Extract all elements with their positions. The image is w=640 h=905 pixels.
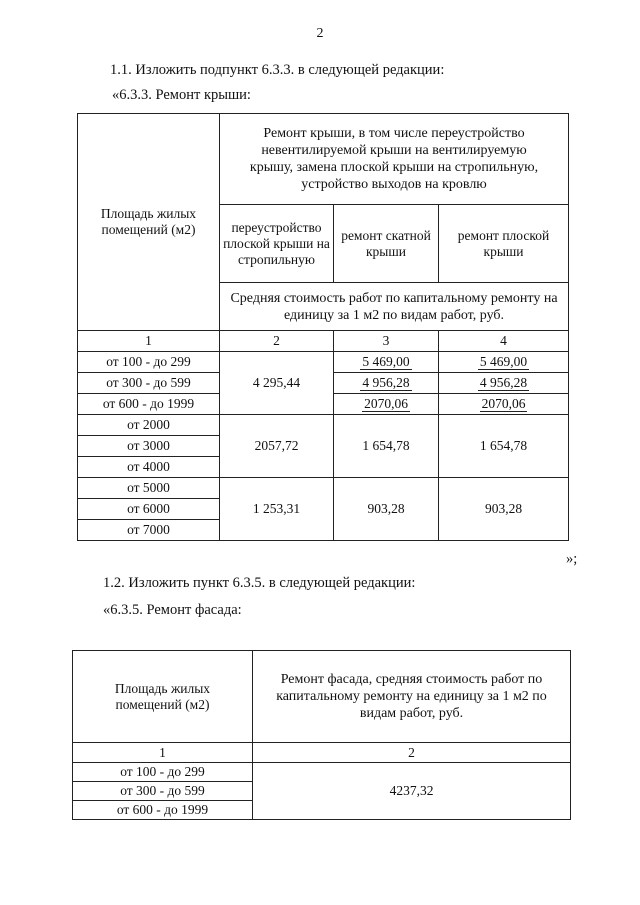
col-header: ремонт плоской крыши <box>439 205 569 283</box>
area-cell: от 600 - до 1999 <box>78 394 220 415</box>
area-cell: от 6000 <box>78 499 220 520</box>
price-cell: 4237,32 <box>253 763 571 820</box>
page-number: 2 <box>316 26 324 41</box>
price-cell: 4 956,28 <box>362 375 410 390</box>
roof-repair-table <box>77 113 569 541</box>
area-cell: от 7000 <box>78 520 220 541</box>
area-cell: от 2000 <box>78 415 220 436</box>
col-number: 1 <box>78 331 220 352</box>
price-cell: 1 654,78 <box>439 415 569 478</box>
price-cell: 5 469,00 <box>362 354 410 369</box>
price-cell: 2057,72 <box>220 415 334 478</box>
work-header: Ремонт крыши, в том числе переустройство невентилируемой крыши на вентилируемую крышу, замена плоской крыши на стропильную, устройство выходов на кровлю <box>220 114 569 205</box>
area-cell: от 3000 <box>78 436 220 457</box>
col-number: 2 <box>253 743 571 763</box>
col-number: 3 <box>334 331 439 352</box>
price-cell: 5 469,00 <box>479 354 528 369</box>
col-number: 1 <box>73 743 253 763</box>
area-header: Площадь жилых помещений (м2) <box>78 114 220 331</box>
area-header: Площадь жилых помещений (м2) <box>73 651 253 743</box>
col-number: 4 <box>439 331 569 352</box>
area-cell: от 300 - до 599 <box>73 782 253 801</box>
col-number: 2 <box>220 331 334 352</box>
section2-heading: 1.2. Изложить пункт 6.3.5. в следующей редакции: <box>103 575 416 591</box>
price-cell: 4 295,44 <box>220 352 334 415</box>
price-cell: 1 654,78 <box>334 415 439 478</box>
price-cell: 903,28 <box>334 478 439 541</box>
area-cell: от 600 - до 1999 <box>73 801 253 820</box>
price-cell: 2070,06 <box>481 396 526 411</box>
cost-header: Ремонт фасада, средняя стоимость работ по капитальному ремонту на единицу за 1 м2 по видам работ, руб. <box>253 651 571 743</box>
area-cell: от 300 - до 599 <box>78 373 220 394</box>
price-cell: 4 956,28 <box>479 375 528 390</box>
area-cell: от 100 - до 299 <box>73 763 253 782</box>
area-cell: от 100 - до 299 <box>78 352 220 373</box>
cost-header: Средняя стоимость работ по капитальному ремонту на единицу за 1 м2 по видам работ, руб. <box>220 283 569 331</box>
price-cell: 903,28 <box>439 478 569 541</box>
section2-subheading: «6.3.5. Ремонт фасада: <box>103 602 242 618</box>
area-cell: от 5000 <box>78 478 220 499</box>
section1-heading: 1.1. Изложить подпункт 6.3.3. в следующей редакции: <box>110 62 445 78</box>
area-cell: от 4000 <box>78 457 220 478</box>
price-cell: 2070,06 <box>364 396 408 411</box>
price-cell: 1 253,31 <box>220 478 334 541</box>
col-header: ремонт скатной крыши <box>334 205 439 283</box>
col-header: переустройство плоской крыши на стропильную <box>220 205 334 283</box>
closing-quote: »; <box>566 551 578 567</box>
section1-subheading: «6.3.3. Ремонт крыши: <box>112 87 251 103</box>
facade-repair-table <box>72 650 571 820</box>
